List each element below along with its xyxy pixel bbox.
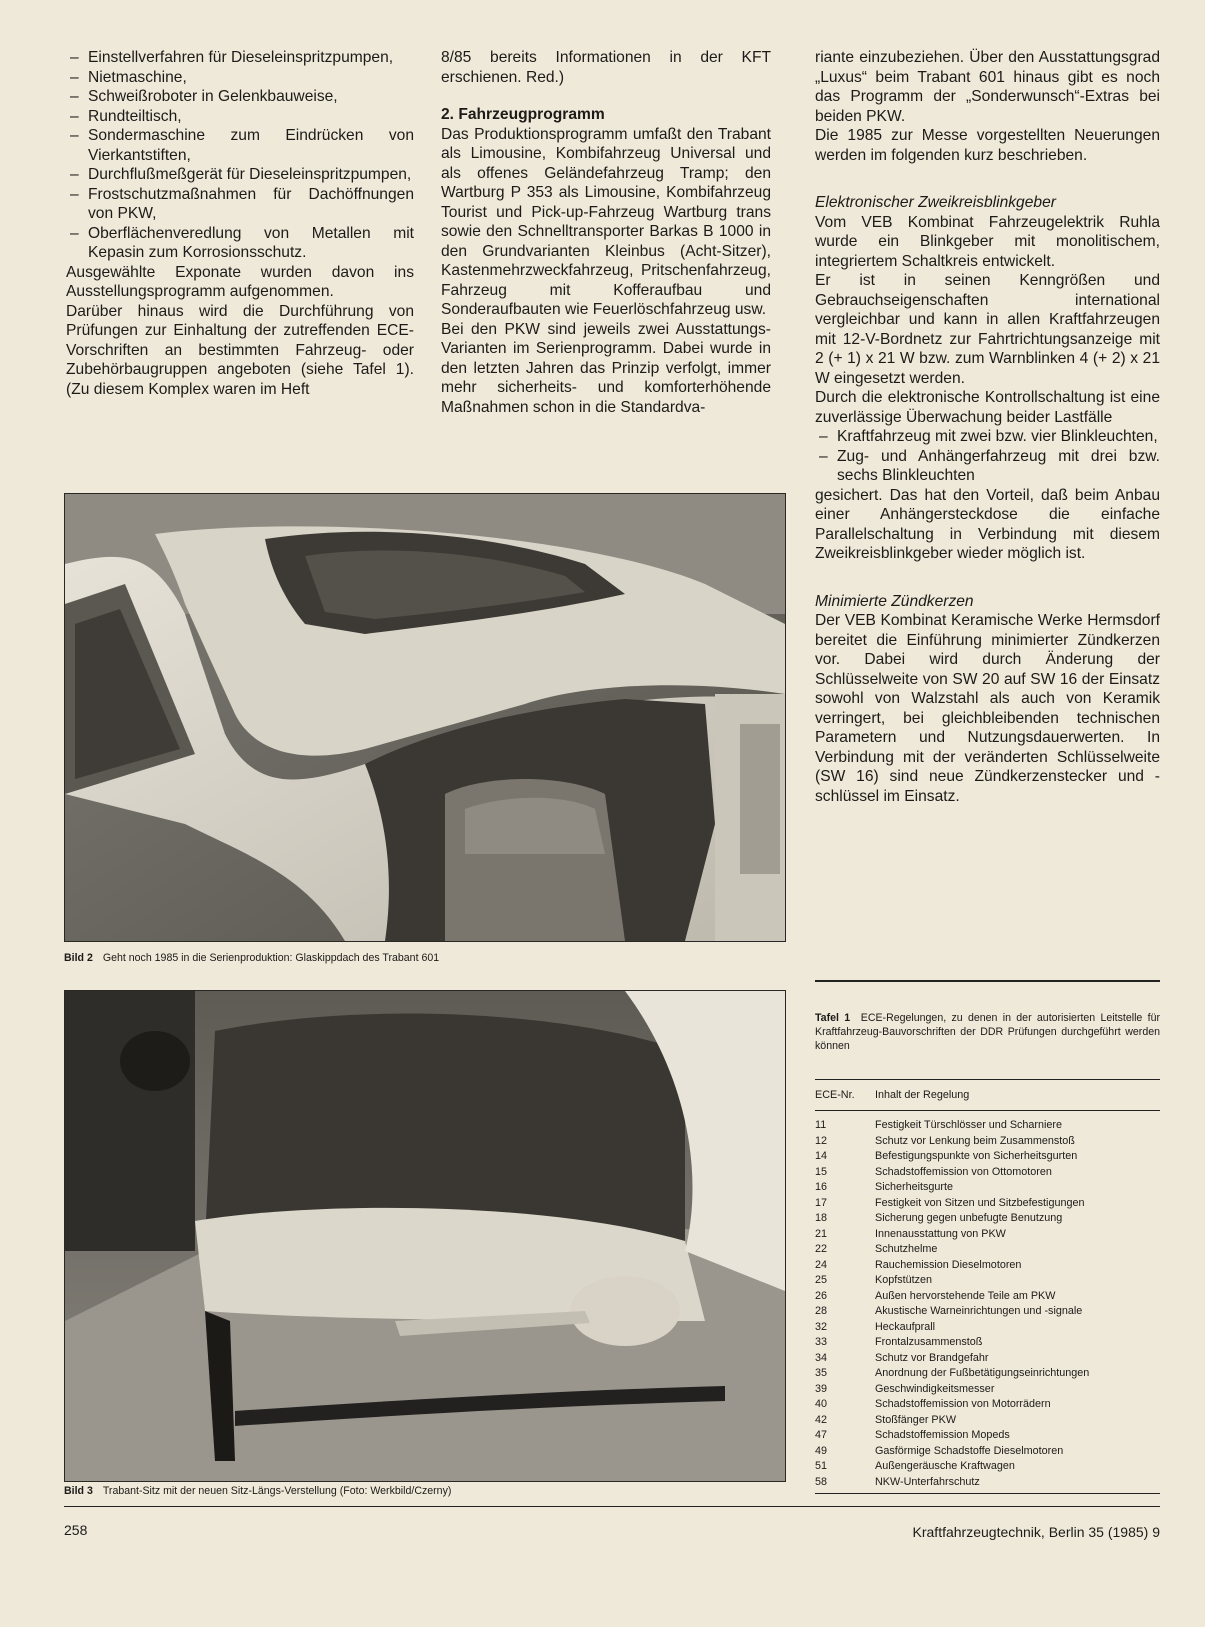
regulation-text: Heckaufprall [875,1320,936,1333]
regulation-text: Rauchemission Dieselmotoren [875,1258,1022,1271]
regulation-text: Kopfstützen [875,1274,933,1286]
paragraph: Die 1985 zur Messe vorgestellten Neuerungen werden im folgenden kurz beschrieben. [815,127,1160,164]
ece-number: 16 [815,1181,828,1193]
photo-seat [64,990,786,1482]
regulation-text: Sicherheitsgurte [875,1181,954,1193]
tafel-top-rule [815,980,1160,982]
column-3 [815,48,1160,806]
ece-number: 28 [815,1305,828,1317]
ece-number: 24 [815,1258,828,1271]
regulation-text: Festigkeit von Sitzen und Sitzbefestigungen [875,1196,1085,1209]
table-row [815,1211,1160,1227]
tafel-caption [815,1011,1160,1053]
paragraph: riante einzubeziehen. Über den Ausstattungsgrad „Luxus“ beim Trabant 601 hinaus gibt es noch das Programm der „Sonderwunsch“-Extras bei beiden PKW. [815,49,1160,125]
trabant-roof-image [65,494,785,941]
table-row [815,1149,1160,1165]
regulation-text: Stoßfänger PKW [875,1413,957,1426]
table-row [815,1196,1160,1212]
ece-number: 25 [815,1274,828,1286]
footer-rule [64,1506,1160,1507]
paragraph: Der VEB Kombinat Keramische Werke Hermsdorf bereitet die Einführung minimierter Zündkerzen vor. Dabei wird durch Änderung der Schlüsselweite von SW 20 auf SW 16 der Einsatz sowohl von Walzstahl als auch von Keramik verringert, bei gleichbleibenden technischen Parametern und Nutzungsdauerwerten. In Verbindung mit der veränderten Schlüsselweite (SW 16) sind neue Zündkerzenstecker und -schlüssel im Einsatz. [815,612,1160,805]
regulation-text: Schadstoffemission von Motorrädern [875,1398,1051,1410]
table-row [815,1227,1160,1243]
ece-number: 15 [815,1165,828,1178]
regulation-text: Schutz vor Lenkung beim Zusammenstoß [875,1134,1075,1147]
caption-text: Geht noch 1985 in die Serienproduktion: Glaskippdach des Trabant 601 [102,952,440,964]
ece-number: 34 [815,1351,828,1364]
caption-bild-3 [64,1485,764,1498]
table-row [815,1180,1160,1196]
caption-label: Bild 3 [64,1485,93,1497]
table-row [815,1165,1160,1181]
table-row [815,1289,1160,1305]
regulation-text: Anordnung der Fußbetätigungseinrichtungen [875,1367,1090,1379]
list-item: – Schweißroboter in Gelenkbauweise, [66,87,414,107]
table-row [815,1428,1160,1444]
caption-bild-2 [64,952,764,965]
table-row [815,1351,1160,1367]
paragraph: Ausgewählte Exponate wurden davon ins Ausstellungsprogramm aufgenommen. [66,263,414,300]
regulation-text: Schutzhelme [875,1243,938,1255]
table-row [815,1273,1160,1289]
regulation-text: Schadstoffemission von Ottomotoren [875,1165,1052,1178]
ece-number: 39 [815,1382,828,1395]
blink-list [815,427,1160,486]
page-number: 258 [64,1522,88,1538]
ece-number: 49 [815,1444,828,1457]
regulation-text: Schutz vor Brandgefahr [875,1351,989,1364]
tafel-table [815,1118,1160,1490]
ece-number: 47 [815,1429,828,1441]
list-item: – Rundteiltisch, [66,107,414,127]
table-row [815,1475,1160,1491]
tafel-header-rule [815,1079,1160,1080]
ece-number: 21 [815,1227,828,1240]
column-header-inhalt: Inhalt der Regelung [875,1089,970,1101]
ece-number: 12 [815,1134,828,1147]
list-item: – Oberflächenveredlung von Metallen mit Kepasin zum Korrosionsschutz. [66,224,414,263]
table-row [815,1397,1160,1413]
list-item: – Frostschutzmaßnahmen für Dachöffnungen von PKW, [66,185,414,224]
table-row [815,1258,1160,1274]
ece-number: 17 [815,1196,828,1209]
list-item: – Durchflußmeßgerät für Dieseleinspritzpumpen, [66,165,414,185]
ece-number: 35 [815,1367,828,1379]
ece-number: 18 [815,1212,828,1224]
exhibit-list [66,48,414,263]
ece-number: 51 [815,1460,828,1472]
paragraph: Bei den PKW sind jeweils zwei Ausstattungs-Varianten im Serienprogramm. Dabei wurde in den letzten Jahren das Prinzip verfolgt, immer mehr sicherheits- und komforterhöhende Maßnahmen schon in die Standardva- [441,320,771,416]
trabant-seat-image [65,991,785,1481]
column-2 [441,48,771,417]
journal-reference: Kraftfahrzeugtechnik, Berlin 35 (1985) 9 [912,1524,1160,1540]
paragraph: 8/85 bereits Informationen in der KFT erschienen. Red.) [441,49,771,86]
regulation-text: Außengeräusche Kraftwagen [875,1460,1015,1472]
ece-number: 32 [815,1320,828,1333]
caption-label: Bild 2 [64,952,93,964]
ece-number: 14 [815,1150,828,1162]
table-row [815,1366,1160,1382]
regulation-text: NKW-Unterfahrschutz [875,1475,980,1488]
tafel-label: Tafel 1 [815,1012,851,1024]
regulation-text: Akustische Warneinrichtungen und -signale [875,1305,1083,1317]
paragraph: Das Produktionsprogramm umfaßt den Trabant als Limousine, Kombifahrzeug Universal und als offenes Geländefahrzeug Tramp; den Wartburg P 353 als Limousine, Kombifahrzeug Tourist und Pick-up-Fahrzeug Wartburg trans sowie den Schnelltransporter Barkas B 1000 in den Grundvarianten Kleinbus (Acht-Sitzer), Kastenmehrzweckfahrzeug, Pritschenfahrzeug, Fahrzeug mit Kofferaufbau und Sonderaufbauten wie Feuerlöschfahrzeug usw. [441,125,771,318]
tafel-header-bottom-rule [815,1110,1160,1111]
table-row [815,1134,1160,1150]
table-row [815,1304,1160,1320]
paragraph: Darüber hinaus wird die Durchführung von Prüfungen zur Einhaltung der zutreffenden ECE-Vorschriften an bestimmten Fahrzeug- oder Zubehörbaugruppen angeboten (siehe Tafel 1). (Zu diesem Komplex waren im Heft [66,302,414,398]
regulation-text: Gasförmige Schadstoffe Dieselmotoren [875,1444,1064,1457]
column-1 [66,48,414,399]
ece-number: 26 [815,1289,828,1302]
photo-glass-roof [64,493,786,942]
list-item: – Kraftfahrzeug mit zwei bzw. vier Blinkleuchten, [815,427,1160,447]
subheading: Elektronischer Zweikreisblinkgeber [815,194,1056,211]
list-item: – Zug- und Anhängerfahrzeug mit drei bzw. sechs Blinkleuchten [815,447,1160,486]
table-row [815,1382,1160,1398]
ece-number: 40 [815,1398,828,1410]
table-row [815,1444,1160,1460]
table-row [815,1320,1160,1336]
paragraph: gesichert. Das hat den Vorteil, daß beim Anbau einer Anhängersteckdose die einfache Parallelschaltung in Verbindung mit diesem Zweikreisblinkgeber wieder möglich ist. [815,486,1160,562]
table-row [815,1242,1160,1258]
tafel-header [815,1088,1160,1104]
table-row [815,1413,1160,1429]
regulation-text: Frontalzusammenstoß [875,1336,983,1348]
subheading: Minimierte Zündkerzen [815,592,974,610]
tafel-caption-text: ECE-Regelungen, zu denen in der autorisierten Leitstelle für Kraftfahrzeug-Bauvorschriften der DDR Prüfungen durchgeführt werden können [815,1012,1160,1052]
ece-number: 33 [815,1336,828,1348]
paragraph: Er ist in seinen Kenngrößen und Gebrauchseigenschaften international vergleichbar und kann in allen Kraftfahrzeugen mit 12-V-Bordnetz zur Fahrtrichtungsanzeige mit 2 (+ 1) x 21 W bzw. zum Warnblinken 4 (+ 2) x 21 W eingesetzt werden. [815,272,1160,387]
ece-number: 42 [815,1413,828,1426]
regulation-text: Befestigungspunkte von Sicherheitsgurten [875,1150,1078,1162]
table-row [815,1459,1160,1475]
list-item: – Sondermaschine zum Eindrücken von Vierkantstiften, [66,126,414,165]
table-row [815,1118,1160,1134]
ece-number: 11 [815,1119,827,1131]
paragraph: Durch die elektronische Kontrollschaltung ist eine zuverlässige Überwachung beider Lastfälle [815,389,1160,426]
regulation-text: Innenausstattung von PKW [875,1227,1006,1240]
regulation-text: Festigkeit Türschlösser und Scharniere [875,1119,1063,1131]
regulation-text: Geschwindigkeitsmesser [875,1382,995,1395]
regulation-text: Schadstoffemission Mopeds [875,1429,1010,1441]
tafel-bottom-rule [815,1493,1160,1494]
column-header-nr: ECE-Nr. [815,1089,855,1101]
paragraph: Vom VEB Kombinat Fahrzeugelektrik Ruhla wurde ein Blinkgeber mit monolitischem, integriertem Schaltkreis entwickelt. [815,213,1160,270]
section-heading: 2. Fahrzeugprogramm [441,106,605,123]
table-row [815,1335,1160,1351]
regulation-text: Sicherung gegen unbefugte Benutzung [875,1212,1063,1224]
caption-text: Trabant-Sitz mit der neuen Sitz-Längs-Verstellung (Foto: Werkbild/Czerny) [102,1485,452,1497]
list-item: – Nietmaschine, [66,68,414,88]
regulation-text: Außen hervorstehende Teile am PKW [875,1289,1056,1302]
list-item: – Einstellverfahren für Dieseleinspritzpumpen, [66,48,414,68]
ece-number: 58 [815,1475,828,1488]
ece-number: 22 [815,1243,828,1255]
